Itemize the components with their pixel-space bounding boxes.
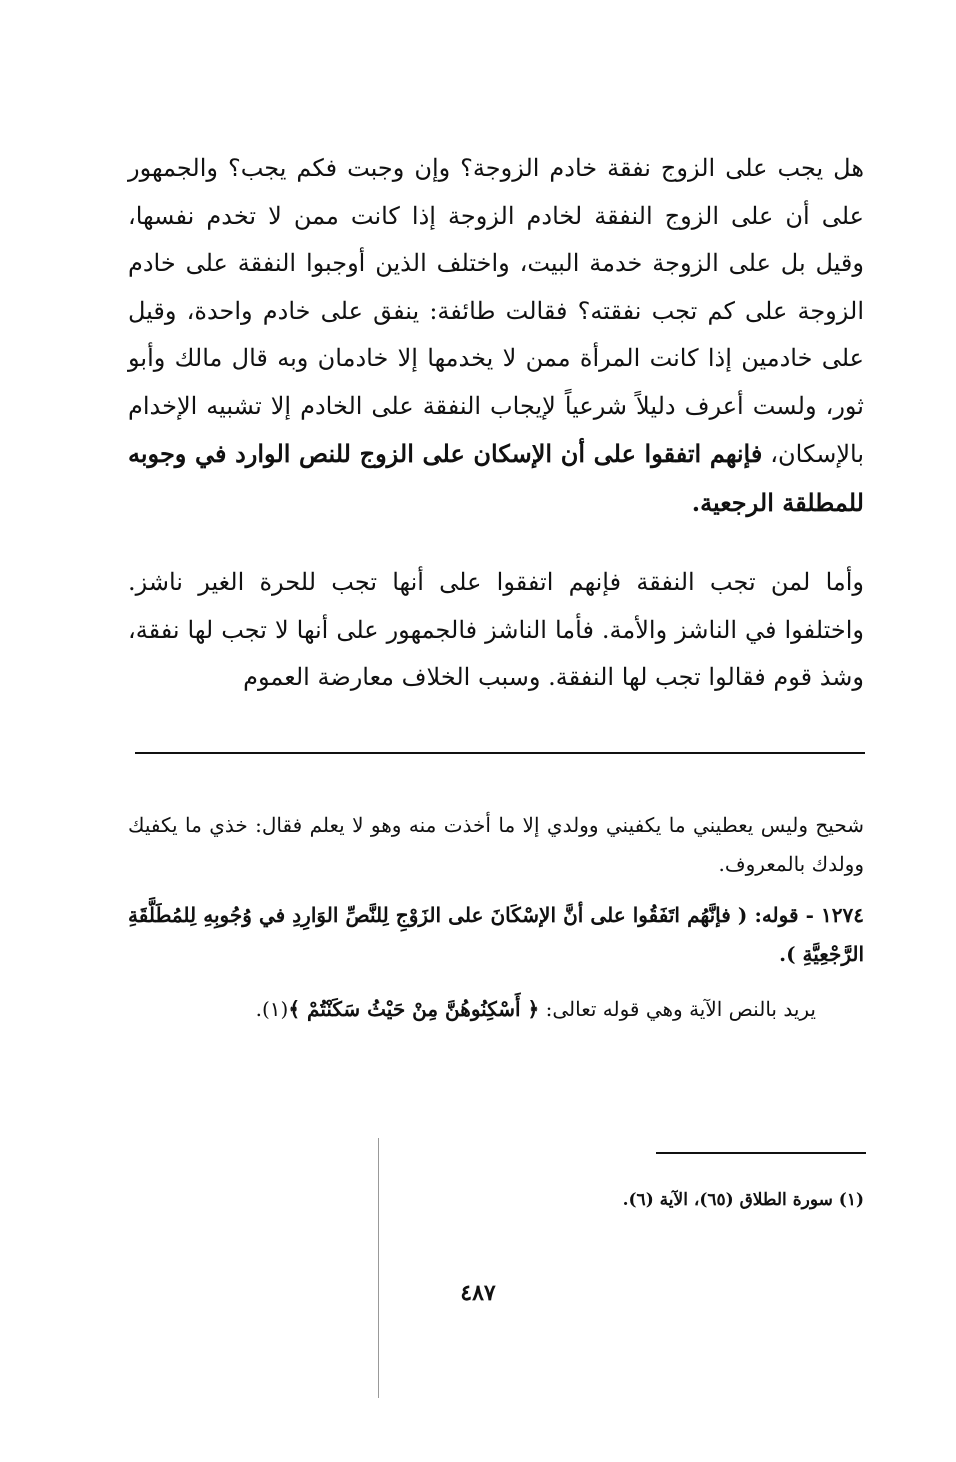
explanation-text: يريد بالنص الآية وهي قوله تعالى: bbox=[539, 997, 816, 1021]
paragraph-2: وأما لمن تجب النفقة فإنهم اتفقوا على أنها تجب للحرة الغير ناشز. واختلفوا في الناشز والأمة. فأما الناشز فالجمهور على أنها لا تجب لها نفقة، وشذ قوم فقالوا تجب لها النفقة. وسبب الخلاف معارضة العموم bbox=[128, 568, 864, 691]
footnote-divider bbox=[656, 1152, 866, 1154]
footnote-reference: (١). bbox=[255, 997, 289, 1021]
page-number: ٤٨٧ bbox=[460, 1280, 496, 1306]
paragraph-1 bbox=[128, 145, 864, 527]
commentary-section bbox=[128, 806, 864, 1029]
main-text-divider bbox=[135, 752, 865, 754]
commentary-entry-1274: ١٢٧٤ - قوله: ( فإنَّهُم اتَفَقُوا على أنَّ الإسْكَانَ على الزَوْجِ لِلنَّصِّ الوَارِدِ في وُجُوبِهِ لِلمُطَلَّقَةِ الرَّجْعِيَّةِ ). bbox=[128, 903, 864, 966]
paragraph-1-bold: فإنهم اتفقوا على أن الإسكان على الزوج للنص الوارد في وجوبه للمطلقة الرجعية. bbox=[128, 439, 864, 517]
main-text bbox=[128, 145, 864, 702]
footnote: (١) سورة الطلاق (٦٥)، الآية (٦). bbox=[622, 1190, 864, 1210]
commentary-continuation: شحيح وليس يعطيني ما يكفيني وولدي إلا ما أخذت منه وهو لا يعلم فقال: خذي ما يكفيك وولدك بالمعروف. bbox=[128, 813, 864, 876]
paragraph-1-regular: هل يجب على الزوج نفقة خادم الزوجة؟ وإن وجبت فكم يجب؟ والجمهور على أن على الزوج النفقة لخادم الزوجة إذا كانت ممن لا تخدم نفسها، وقيل بل على الزوجة خدمة البيت، واختلف الذين أوجبوا النفقة على خادم الزوجة على كم تجب نفقته؟ فقالت طائفة: ينفق على خادم واحدة، وقيل على خادمين إذا كانت المرأة ممن لا يخدمها إلا خادمان وبه قال مالك وأبو ثور، ولست أعرف دليلاً شرعياً لإيجاب النفقة على الخادم إلا تشبيه الإخدام بالإسكان، bbox=[128, 154, 864, 468]
commentary-explanation bbox=[128, 990, 864, 1029]
gutter-line bbox=[378, 1138, 379, 1398]
quran-verse: ﴿ أَسْكِنُوهُنَّ مِنْ حَيْثُ سَكَنْتُمْ ﴾ bbox=[288, 997, 540, 1021]
